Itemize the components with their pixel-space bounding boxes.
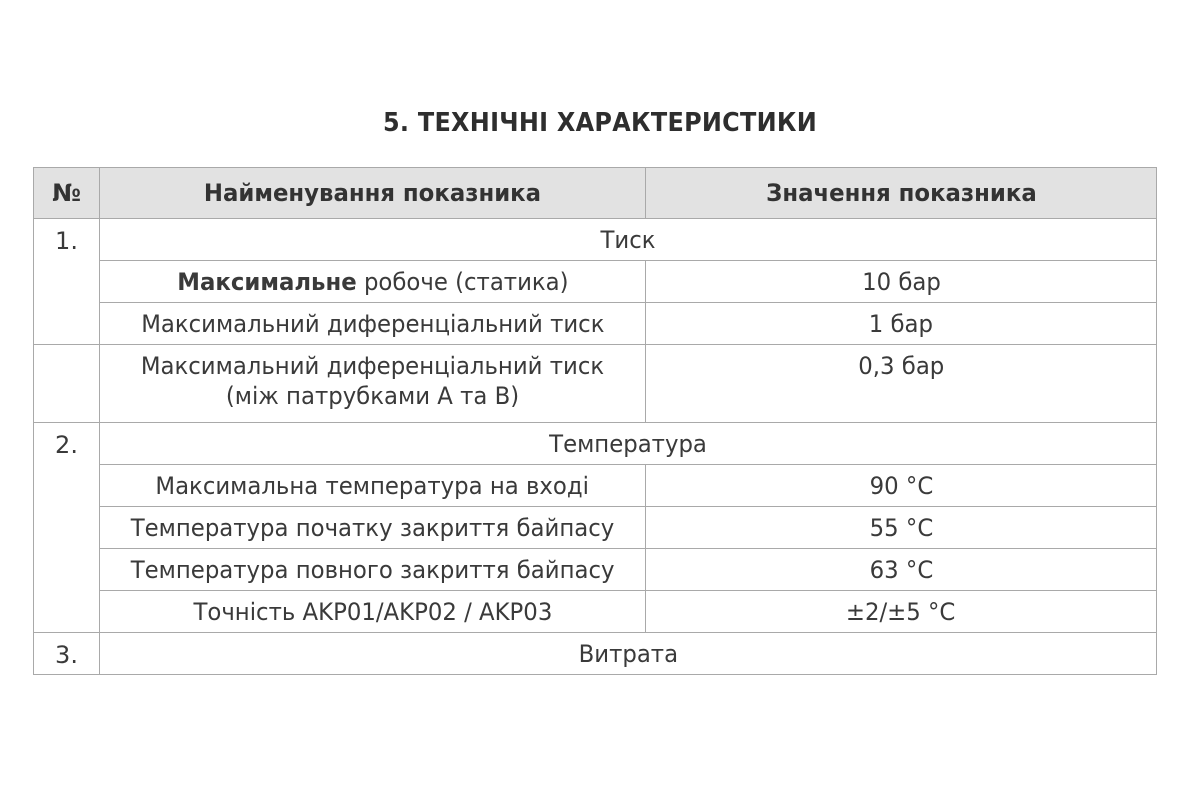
parameter-value: 0,3 бар [646,345,1157,423]
header-value: Значення показника [646,168,1157,219]
header-name: Найменування показника [100,168,646,219]
section-heading: Тиск [100,219,1157,261]
section-heading-row [34,633,1157,675]
section-number-empty [34,345,100,423]
parameter-value: ±2/±5 °C [646,591,1157,633]
section-number: 3. [34,633,100,675]
table-row [34,261,1157,303]
parameter-name: Максимальне робоче (статика) [100,261,646,303]
parameter-name: Максимальна температура на вході [100,465,646,507]
table-row [34,507,1157,549]
section-number: 2. [34,423,100,633]
section-heading-row [34,219,1157,261]
section-number: 1. [34,219,100,345]
table-row [34,465,1157,507]
header-number: № [34,168,100,219]
parameter-name: Максимальний диференціальний тиск (між патрубками А та В) [100,345,646,423]
parameter-name: Максимальний диференціальний тиск [100,303,646,345]
parameter-value: 90 °C [646,465,1157,507]
table-row [34,591,1157,633]
parameter-name: Температура початку закриття байпасу [100,507,646,549]
table-row [34,303,1157,345]
table-header-row [34,168,1157,219]
specs-table [33,167,1157,675]
section-heading: Температура [100,423,1157,465]
table-row [34,345,1157,423]
parameter-value: 10 бар [646,261,1157,303]
parameter-name: Температура повного закриття байпасу [100,549,646,591]
table-row [34,549,1157,591]
section-heading: Витрата [100,633,1157,675]
parameter-value: 63 °C [646,549,1157,591]
parameter-value: 55 °C [646,507,1157,549]
parameter-value: 1 бар [646,303,1157,345]
document-title: 5. ТЕХНІЧНІ ХАРАКТЕРИСТИКИ [382,108,818,138]
parameter-name: Точність AKP01/AKP02 / AKP03 [100,591,646,633]
section-heading-row [34,423,1157,465]
